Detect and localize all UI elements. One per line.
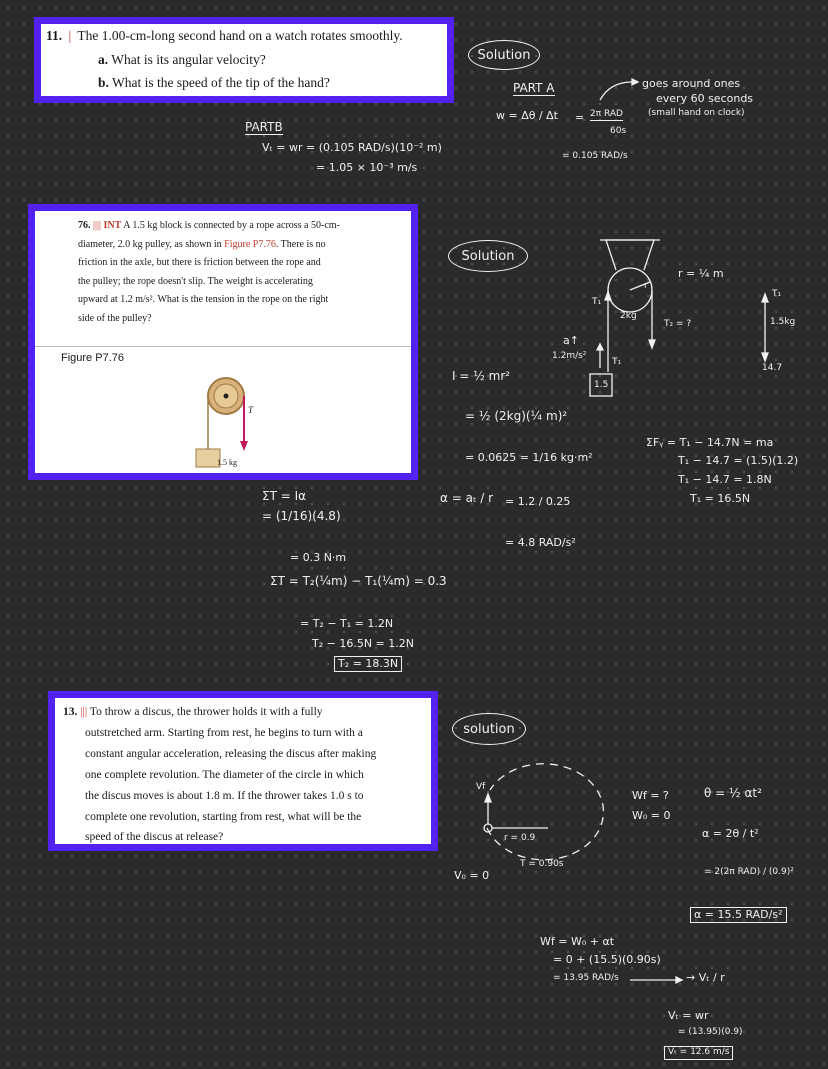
alpha-substitution-2: = 2(2π RAD) / (0.9)² (704, 867, 794, 877)
problem-stem: The 1.00-cm-long second hand on a watch rotates smoothly. (77, 28, 403, 43)
tangential-speed-result: = 1.05 × 10⁻³ m/s (316, 161, 418, 174)
final-omega-unknown: Wf = ? (632, 789, 669, 802)
force-result: T₁ = 16.5N (690, 492, 751, 505)
solution-bubble-3: solution (452, 713, 526, 745)
alpha-formula: α = 2θ / t² (702, 827, 759, 840)
text-line: . There is no (275, 238, 326, 250)
note-line: goes around ones (642, 77, 741, 90)
part-a-text: What is its angular velocity? (111, 52, 266, 67)
difficulty-bars: |||| (93, 220, 102, 231)
tension-substitution: T₂ − 16.5N = 1.2N (312, 637, 414, 650)
final-omega-value: = 13.95 RAD/s (553, 973, 619, 983)
t2-answer: T₂ = 18.3N (334, 656, 402, 672)
inertia-value: = 0.0625 = 1/16 kg·m² (465, 451, 593, 464)
text-line: complete one revolution, starting from rest, what will be the (85, 810, 362, 823)
initial-velocity: V₀ = 0 (454, 869, 490, 882)
block-mass-label: 1.5 (594, 380, 609, 390)
problem-number: 11. (46, 28, 63, 43)
figure-label: Figure P7.76 (61, 352, 124, 364)
difficulty-bar: | (68, 28, 72, 43)
fbd-weight-label: 14.7 (762, 363, 783, 373)
part-b-heading: PARTB (245, 120, 283, 134)
force-step-2: T₁ − 14.7 = (1.5)(1.2) (678, 454, 799, 467)
fbd-mass-label: 1.5kg (770, 317, 796, 327)
radius-note: r = ¼ m (678, 267, 724, 280)
initial-omega: W₀ = 0 (632, 809, 671, 822)
part-b-label: b. (98, 75, 109, 90)
text-line: the discus moves is about 1.8 m. If the thrower takes 1.0 s to (85, 789, 364, 802)
solution-bubble-1: Solution (468, 40, 540, 70)
acceleration-value: 1.2m/s² (552, 351, 587, 361)
int-tag: INT (103, 220, 122, 231)
inertia-definition: I = ½ mr² (452, 369, 511, 383)
solution-bubble-2: Solution (448, 240, 528, 272)
note-line: every 60 seconds (656, 92, 754, 105)
torque-value: = 0.3 N·m (290, 551, 347, 564)
text-line: friction in the axle, but there is friction between the rope and (78, 257, 321, 269)
final-omega-substitution: = 0 + (15.5)(0.90s) (553, 953, 661, 966)
block-label: 1.5 kg (217, 458, 237, 467)
problem-number: 76. (78, 220, 91, 231)
text-line: A 1.5 kg block is connected by a rope across a 50-cm- (123, 220, 340, 231)
final-vt-answer: Vₜ = 12.6 m/s (664, 1046, 733, 1060)
discus-radius-label: r = 0.9 (504, 833, 536, 843)
text-line: upward at 1.2 m/s². What is the tension in the rope on the right (78, 294, 329, 306)
text-line: diameter, 2.0 kg pulley, as shown in (78, 238, 222, 250)
pulley-mass-label: 2kg (620, 311, 637, 321)
problem-number: 13. (63, 706, 78, 718)
part-b-text: What is the speed of the tip of the hand? (112, 75, 330, 90)
block-tension-label: T₁ (612, 357, 622, 367)
alpha-answer: α = 15.5 RAD/s² (690, 907, 787, 923)
pulley-t1-label: T₁ (592, 297, 602, 307)
final-omega-equation: Wf = W₀ + αt (540, 935, 615, 948)
sixty-seconds: 60s (610, 126, 627, 136)
text-line: speed of the discus at release? (85, 831, 224, 844)
discus-time-label: T = 0.90s (520, 859, 564, 869)
acceleration-arrow-label: a↑ (563, 334, 579, 347)
two-pi-rad: 2π RAD (590, 109, 623, 119)
text-line: outstretched arm. Starting from rest, he begins to turn with a (85, 726, 363, 739)
force-step-3: T₁ − 14.7 = 1.8N (678, 473, 772, 486)
difficulty-bars: ||| (80, 706, 88, 718)
force-sum: ΣFᵧ = T₁ − 14.7N = ma (646, 436, 774, 449)
discus-vf-label: Vf (476, 782, 486, 792)
part-a-label: a. (98, 52, 109, 67)
angular-velocity-definition: w = Δθ / Δt (496, 109, 558, 122)
torque-sum: ΣT = Iα (262, 489, 307, 503)
pulley-t2-label: T₂ = ? (664, 319, 692, 329)
final-vt-substitution: = (13.95)(0.9) (678, 1027, 743, 1037)
tension-vector-label: T (248, 405, 254, 415)
angular-velocity-value: = 0.105 RAD/s (562, 151, 628, 161)
tangential-speed-eq: Vₜ = wr = (0.105 RAD/s)(10⁻² m) (262, 141, 442, 154)
inertia-substitution: = ½ (2kg)(¼ m)² (465, 409, 568, 423)
theta-equation: θ = ½ αt² (704, 786, 762, 800)
final-vt-equation: Vₜ = wr (668, 1009, 709, 1022)
alpha-definition: α = aₜ / r (440, 491, 494, 505)
figure-link[interactable]: Figure P7.76 (224, 238, 276, 250)
torque-equation: ΣT = T₂(¼m) − T₁(¼m) = 0.3 (270, 574, 447, 588)
alpha-value: = 4.8 RAD/s² (505, 536, 576, 549)
text-line: the pulley; the rope doesn't slip. The weight is accelerating (78, 275, 313, 287)
text-line: To throw a discus, the thrower holds it with a fully (89, 706, 323, 718)
note-line: (small hand on clock) (648, 108, 745, 118)
text-line: side of the pulley? (78, 312, 152, 324)
fbd-t1-label: T₁ (772, 289, 782, 299)
pulley-radius-label: r (644, 281, 648, 291)
tension-difference: = T₂ − T₁ = 1.2N (300, 617, 394, 630)
alpha-substitution: = 1.2 / 0.25 (505, 495, 571, 508)
text-line: one complete revolution. The diameter of the circle in which (85, 768, 364, 781)
part-a-heading: PART A (513, 81, 555, 95)
torque-substitution: = (1/16)(4.8) (262, 509, 341, 523)
equals-sign: = (575, 111, 585, 124)
text-line: constant angular acceleration, releasing the discus after making (85, 747, 377, 760)
vt-over-r: → Vₜ / r (686, 971, 725, 984)
